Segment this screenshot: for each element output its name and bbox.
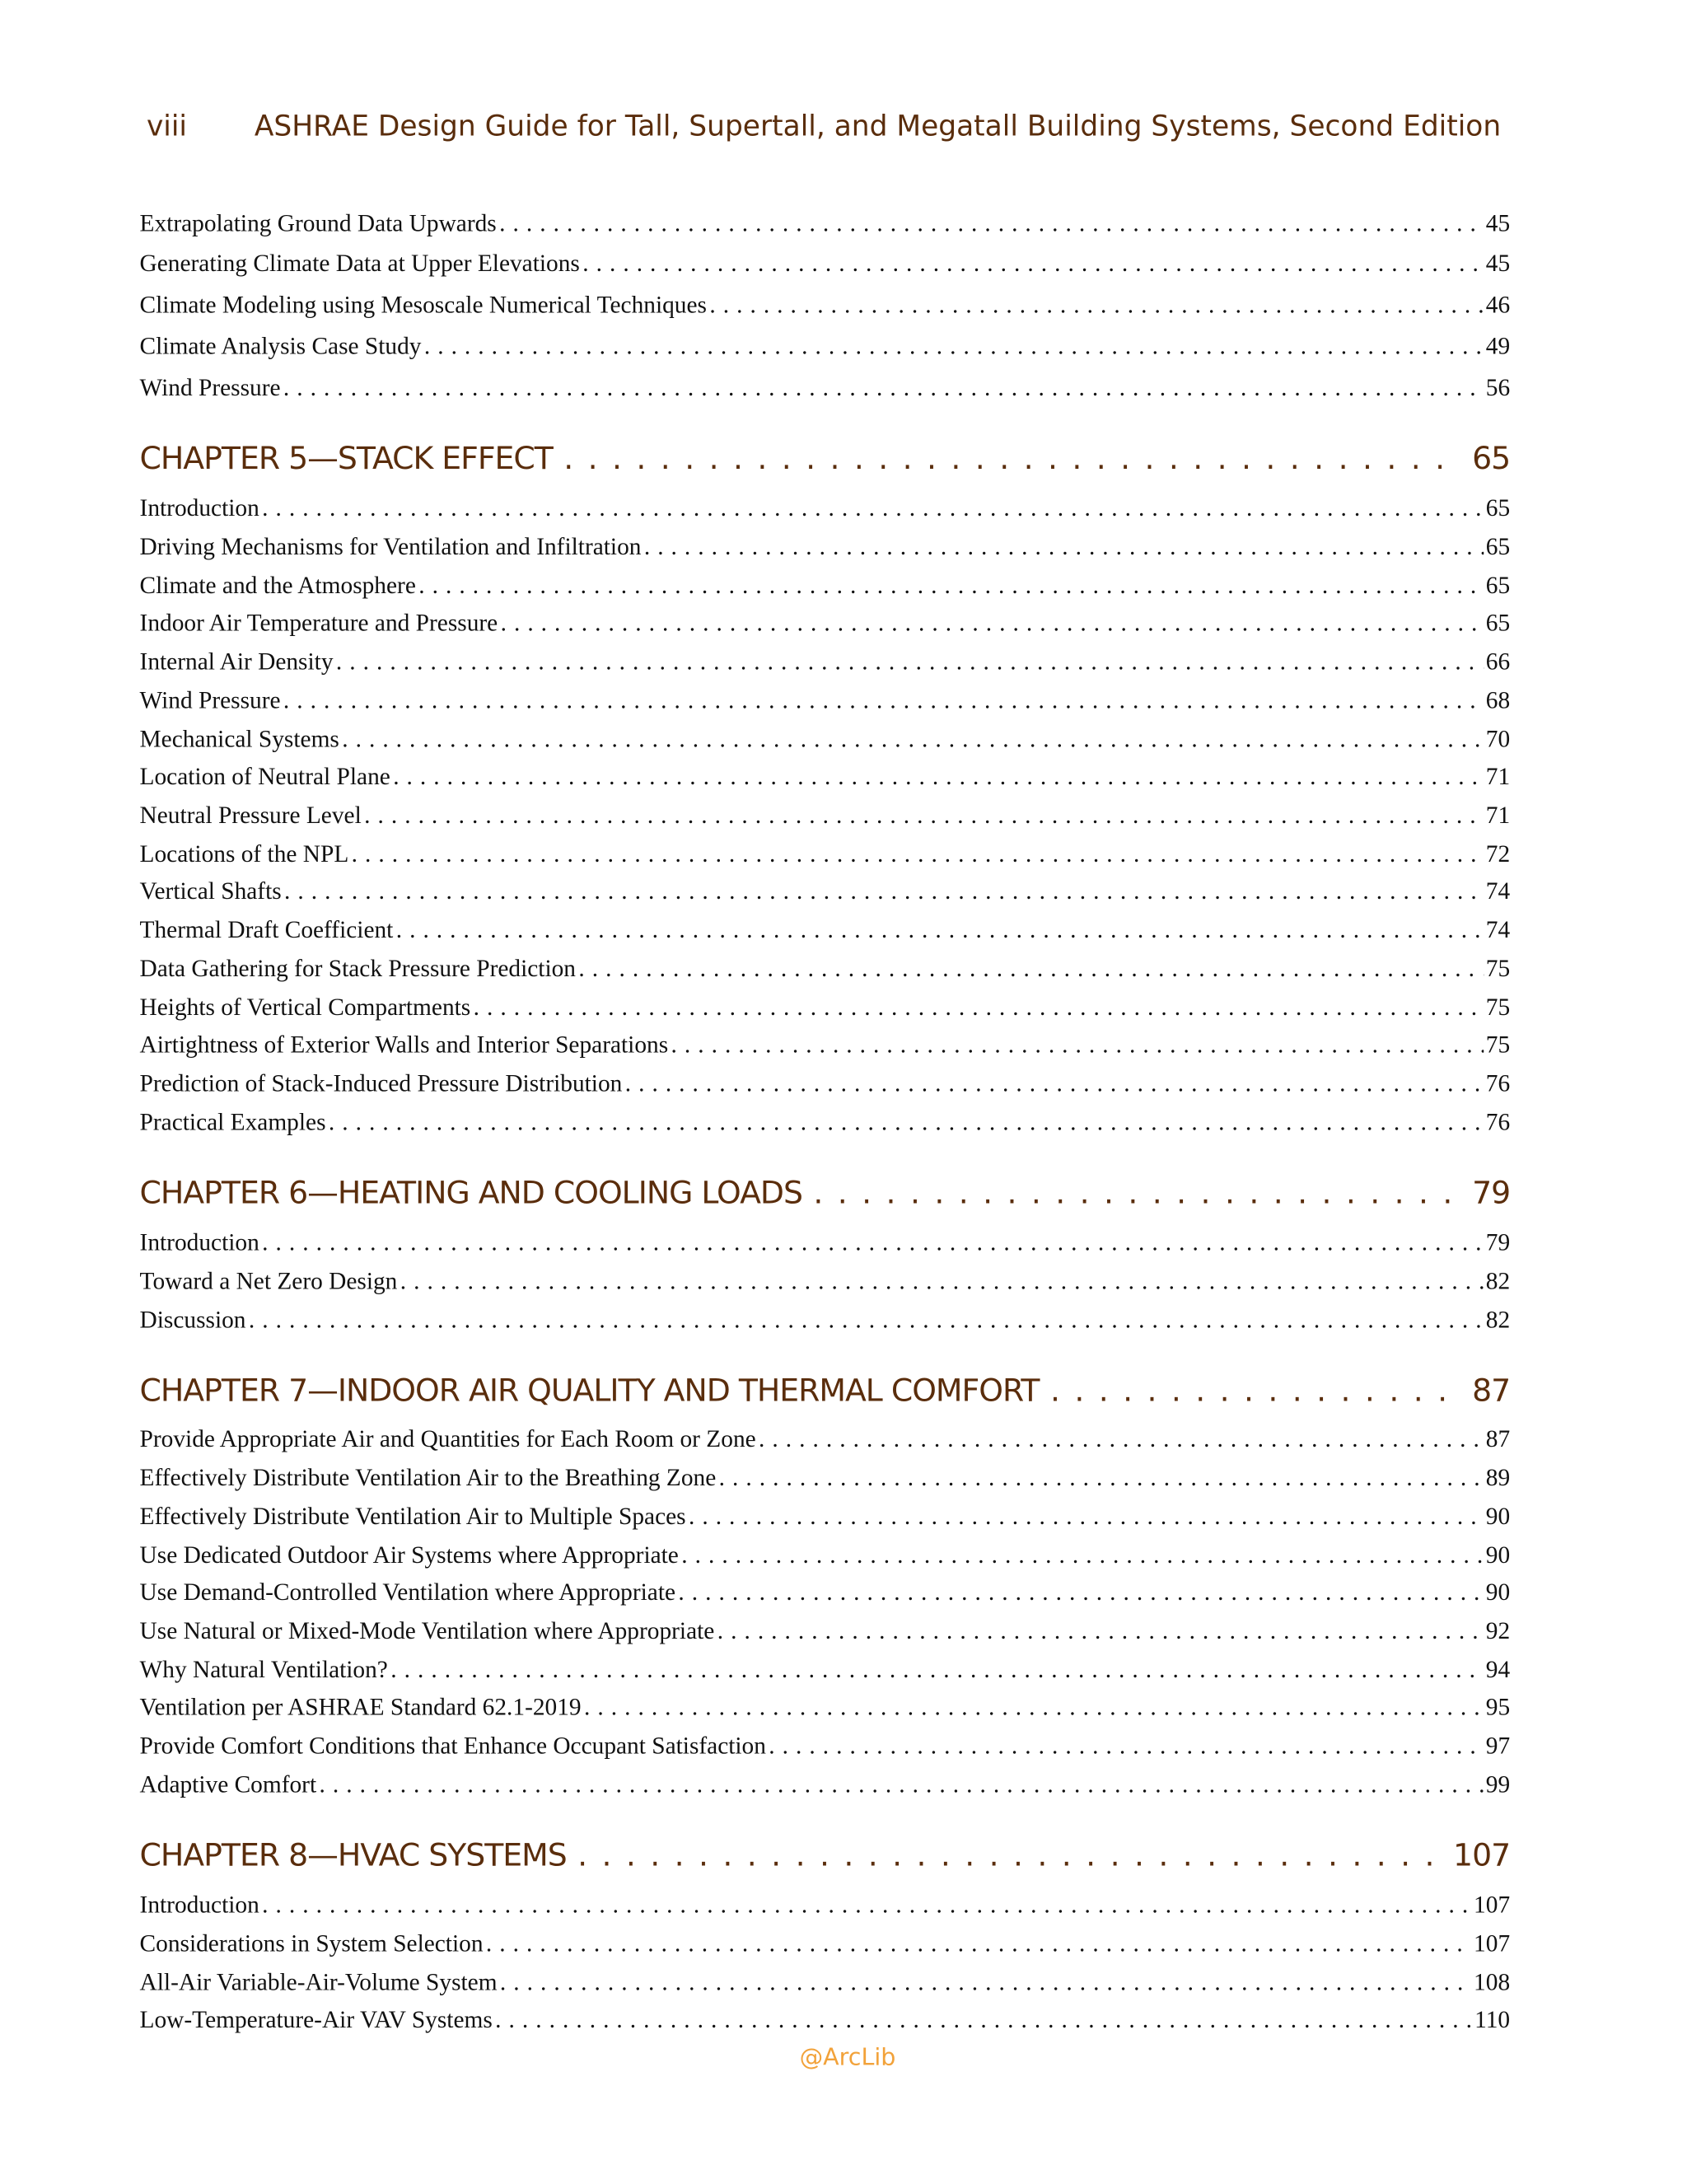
chapter-title: CHAPTER 5—STACK EFFECT: [139, 441, 553, 478]
toc-entry-page: 82: [1485, 1266, 1511, 1295]
toc-entry[interactable]: [140, 1461, 1511, 1494]
chapter-page: 79: [1472, 1175, 1511, 1212]
toc-entry-page: 65: [1485, 571, 1511, 599]
toc-entry-title: Location of Neutral Plane: [139, 761, 390, 790]
dot-leader: [717, 1614, 1484, 1647]
toc-entry-page: 76: [1485, 1107, 1511, 1136]
toc-entry-page: 87: [1485, 1424, 1511, 1452]
toc-entry[interactable]: [140, 1302, 1511, 1335]
toc-entry[interactable]: [140, 1105, 1511, 1138]
toc-entry-page: 71: [1485, 800, 1511, 829]
toc-entry-title: Locations of the NPL: [139, 839, 349, 868]
toc-entry-title: All-Air Variable-Air-Volume System: [139, 1967, 498, 1996]
toc-entry-title: Mechanical Systems: [139, 724, 339, 753]
toc-entry[interactable]: [140, 644, 1511, 677]
toc-entry-page: 74: [1485, 877, 1511, 905]
toc-entry-title: Vertical Shafts: [139, 877, 282, 905]
toc-entry-title: Introduction: [139, 493, 259, 521]
dot-leader: [283, 371, 1483, 404]
dot-leader: [390, 1653, 1483, 1686]
toc-entry[interactable]: [140, 371, 1511, 404]
chapter-heading[interactable]: [140, 1368, 1511, 1415]
toc-entry-title: Airtightness of Exterior Walls and Interior Separations: [139, 1030, 669, 1059]
toc-entry-page: 70: [1485, 724, 1511, 753]
dot-leader: [262, 491, 1483, 524]
dot-leader: [249, 1302, 1484, 1335]
toc-entry-title: Heights of Vertical Compartments: [139, 993, 471, 1021]
toc-entry-page: 95: [1485, 1692, 1511, 1721]
toc-entry[interactable]: [140, 1422, 1511, 1455]
toc-entry-title: Climate Modeling using Mesoscale Numerical Techniques: [139, 290, 707, 319]
dot-leader: [499, 206, 1483, 239]
chapter-page: 87: [1472, 1373, 1511, 1410]
toc-entry[interactable]: [140, 206, 1511, 239]
running-header: [147, 105, 1524, 147]
toc-entry[interactable]: [140, 874, 1511, 907]
toc-entry-page: 65: [1485, 493, 1511, 521]
toc-entry-page: 66: [1485, 647, 1511, 676]
toc-entry[interactable]: [140, 1027, 1511, 1060]
toc-entry[interactable]: [140, 1767, 1511, 1800]
dot-leader: [262, 1225, 1483, 1258]
dot-leader: [671, 1027, 1484, 1060]
chapter-title: CHAPTER 6—HEATING AND COOLING LOADS: [139, 1175, 802, 1212]
dot-leader: [577, 1832, 1442, 1879]
toc-entry[interactable]: [140, 837, 1511, 870]
toc-entry[interactable]: [140, 1728, 1511, 1761]
chapter-heading[interactable]: [140, 436, 1511, 483]
toc-entry[interactable]: [140, 2003, 1511, 2036]
toc-entry-page: 68: [1485, 685, 1511, 714]
toc-entry-title: Effectively Distribute Ventilation Air to Multiple Spaces: [139, 1502, 686, 1530]
toc-entry-title: Why Natural Ventilation?: [139, 1655, 388, 1683]
toc-entry-page: 90: [1485, 1578, 1511, 1606]
dot-leader: [342, 722, 1483, 755]
toc-entry[interactable]: [140, 1575, 1511, 1608]
dot-leader: [352, 837, 1484, 870]
toc-entry[interactable]: [140, 990, 1511, 1023]
toc-entry-page: 82: [1485, 1305, 1511, 1334]
toc-entry-page: 46: [1485, 290, 1511, 319]
toc-entry[interactable]: [140, 330, 1511, 362]
toc-entry[interactable]: [140, 1887, 1511, 1920]
dot-leader: [284, 874, 1483, 907]
toc-entry-page: 99: [1485, 1770, 1511, 1798]
dot-leader: [625, 1066, 1484, 1099]
toc-entry[interactable]: [140, 1538, 1511, 1571]
chapter-page: 107: [1453, 1837, 1511, 1874]
toc-entry-title: Use Natural or Mixed-Mode Ventilation where Appropriate: [139, 1616, 715, 1644]
toc-entry[interactable]: [140, 1499, 1511, 1532]
toc-entry[interactable]: [140, 683, 1511, 716]
toc-entry-title: Practical Examples: [139, 1107, 326, 1136]
toc-entry-title: Ventilation per ASHRAE Standard 62.1-2019: [139, 1692, 582, 1721]
toc-entry[interactable]: [140, 760, 1511, 793]
dot-leader: [584, 1690, 1483, 1723]
toc-entry-title: Introduction: [139, 1890, 259, 1919]
toc-entry-title: Effectively Distribute Ventilation Air to the Breathing Zone: [139, 1463, 717, 1491]
toc-entry-page: 89: [1485, 1463, 1511, 1491]
dot-leader: [424, 330, 1484, 362]
toc-entry-page: 72: [1485, 839, 1511, 868]
toc-entry-title: Thermal Draft Coefficient: [139, 915, 394, 943]
toc-entry-title: Wind Pressure: [139, 685, 281, 714]
watermark: @ArcLib: [799, 2044, 896, 2072]
toc-entry[interactable]: [140, 1066, 1511, 1099]
toc-entry-page: 79: [1485, 1228, 1511, 1256]
dot-leader: [689, 1499, 1483, 1532]
dot-leader: [813, 1170, 1460, 1217]
dot-leader: [283, 683, 1483, 716]
toc-entry-page: 65: [1485, 532, 1511, 560]
toc-entry-page: 56: [1485, 373, 1511, 401]
dot-leader: [1050, 1368, 1461, 1415]
dot-leader: [396, 913, 1484, 946]
dot-leader: [262, 1887, 1471, 1920]
toc-entry[interactable]: [140, 606, 1511, 638]
toc-entry-title: Use Dedicated Outdoor Air Systems where Appropriate: [139, 1541, 679, 1569]
toc-entry-page: 76: [1485, 1069, 1511, 1097]
dot-leader: [563, 436, 1460, 483]
dot-leader: [393, 760, 1483, 793]
toc-entry-title: Wind Pressure: [139, 373, 281, 401]
toc-entry-title: Climate Analysis Case Study: [139, 331, 422, 360]
book-title: ASHRAE Design Guide for Tall, Supertall, and Megatall Building Systems, Second Edition: [254, 109, 1502, 143]
toc-entry-page: 107: [1474, 1929, 1511, 1957]
toc-entry-page: 107: [1474, 1890, 1511, 1919]
toc-entry-page: 71: [1485, 761, 1511, 790]
toc-entry-title: Prediction of Stack-Induced Pressure Distribution: [139, 1069, 623, 1097]
toc-entry[interactable]: [140, 1926, 1511, 1959]
dot-leader: [759, 1422, 1483, 1455]
toc-entry-page: 108: [1474, 1967, 1511, 1996]
toc-entry-page: 49: [1485, 331, 1511, 360]
toc-entry[interactable]: [140, 1653, 1511, 1686]
toc-entry[interactable]: [140, 491, 1511, 524]
toc-entry-page: 90: [1485, 1502, 1511, 1530]
toc-entry[interactable]: [140, 1264, 1511, 1297]
toc-entry-title: Indoor Air Temperature and Pressure: [139, 608, 498, 637]
dot-leader: [336, 644, 1484, 677]
dot-leader: [418, 568, 1483, 601]
toc-entry-page: 45: [1485, 208, 1511, 237]
toc-entry-title: Driving Mechanisms for Ventilation and Infiltration: [139, 532, 642, 560]
chapter-title: CHAPTER 7—INDOOR AIR QUALITY AND THERMAL COMFORT: [139, 1373, 1040, 1410]
dot-leader: [582, 246, 1483, 279]
toc-entry[interactable]: [140, 530, 1511, 563]
toc-entry-page: 92: [1485, 1616, 1511, 1644]
dot-leader: [400, 1264, 1484, 1297]
chapter-page: 65: [1472, 441, 1511, 478]
toc-entry-title: Internal Air Density: [139, 647, 334, 676]
toc-entry[interactable]: [140, 798, 1511, 831]
dot-leader: [319, 1767, 1483, 1800]
toc-entry-title: Discussion: [139, 1305, 246, 1334]
toc-entry-page: 65: [1485, 608, 1511, 637]
dot-leader: [501, 606, 1484, 638]
toc-entry[interactable]: [140, 1690, 1511, 1723]
dot-leader: [364, 798, 1483, 831]
toc-entry[interactable]: [140, 288, 1511, 320]
toc-entry[interactable]: [140, 1225, 1511, 1258]
toc-entry-page: 75: [1485, 954, 1511, 982]
dot-leader: [709, 288, 1483, 320]
toc-entry[interactable]: [140, 952, 1511, 984]
toc-entry-title: Generating Climate Data at Upper Elevations: [139, 249, 580, 277]
toc-entry-title: Low-Temperature-Air VAV Systems: [139, 2005, 493, 2033]
chapter-heading[interactable]: [140, 1832, 1511, 1879]
dot-leader: [495, 2003, 1472, 2036]
toc-entry[interactable]: [140, 722, 1511, 755]
dot-leader: [678, 1575, 1483, 1608]
toc-entry-title: Toward a Net Zero Design: [139, 1266, 398, 1295]
dot-leader: [474, 990, 1484, 1023]
dot-leader: [486, 1926, 1471, 1959]
toc-entry-page: 74: [1485, 915, 1511, 943]
toc-entry-title: Introduction: [139, 1228, 259, 1256]
toc-entry-page: 75: [1485, 1030, 1511, 1059]
chapter-title: CHAPTER 8—HVAC SYSTEMS: [139, 1837, 567, 1874]
toc-entry[interactable]: [140, 568, 1511, 601]
toc-entry-title: Climate and the Atmosphere: [139, 571, 416, 599]
toc-entry-page: 97: [1485, 1731, 1511, 1760]
toc-entry-page: 90: [1485, 1541, 1511, 1569]
dot-leader: [644, 530, 1484, 563]
toc-entry-page: 94: [1485, 1655, 1511, 1683]
toc-entry-title: Extrapolating Ground Data Upwards: [139, 208, 497, 237]
dot-leader: [578, 952, 1483, 984]
chapter-heading[interactable]: [140, 1170, 1511, 1217]
toc-entry-title: Use Demand-Controlled Ventilation where Appropriate: [139, 1578, 676, 1606]
toc-entry[interactable]: [140, 1614, 1511, 1647]
toc-entry[interactable]: [140, 246, 1511, 279]
toc-entry-title: Data Gathering for Stack Pressure Prediction: [139, 954, 577, 982]
toc-entry-page: 110: [1474, 2005, 1511, 2033]
toc-entry[interactable]: [140, 913, 1511, 946]
toc-entry-title: Provide Appropriate Air and Quantities for Each Room or Zone: [139, 1424, 756, 1452]
dot-leader: [719, 1461, 1484, 1494]
toc-entry[interactable]: [140, 1965, 1511, 1998]
page-number: viii: [146, 109, 187, 143]
toc-entry-title: Adaptive Comfort: [139, 1770, 317, 1798]
toc-entry-page: 75: [1485, 993, 1511, 1021]
dot-leader: [769, 1728, 1483, 1761]
toc-entry-title: Considerations in System Selection: [139, 1929, 484, 1957]
toc-entry-page: 45: [1485, 249, 1511, 277]
dot-leader: [681, 1538, 1483, 1571]
toc-entry-title: Provide Comfort Conditions that Enhance Occupant Satisfaction: [139, 1731, 766, 1760]
dot-leader: [500, 1965, 1471, 1998]
toc-entry-title: Neutral Pressure Level: [139, 800, 362, 829]
dot-leader: [329, 1105, 1484, 1138]
